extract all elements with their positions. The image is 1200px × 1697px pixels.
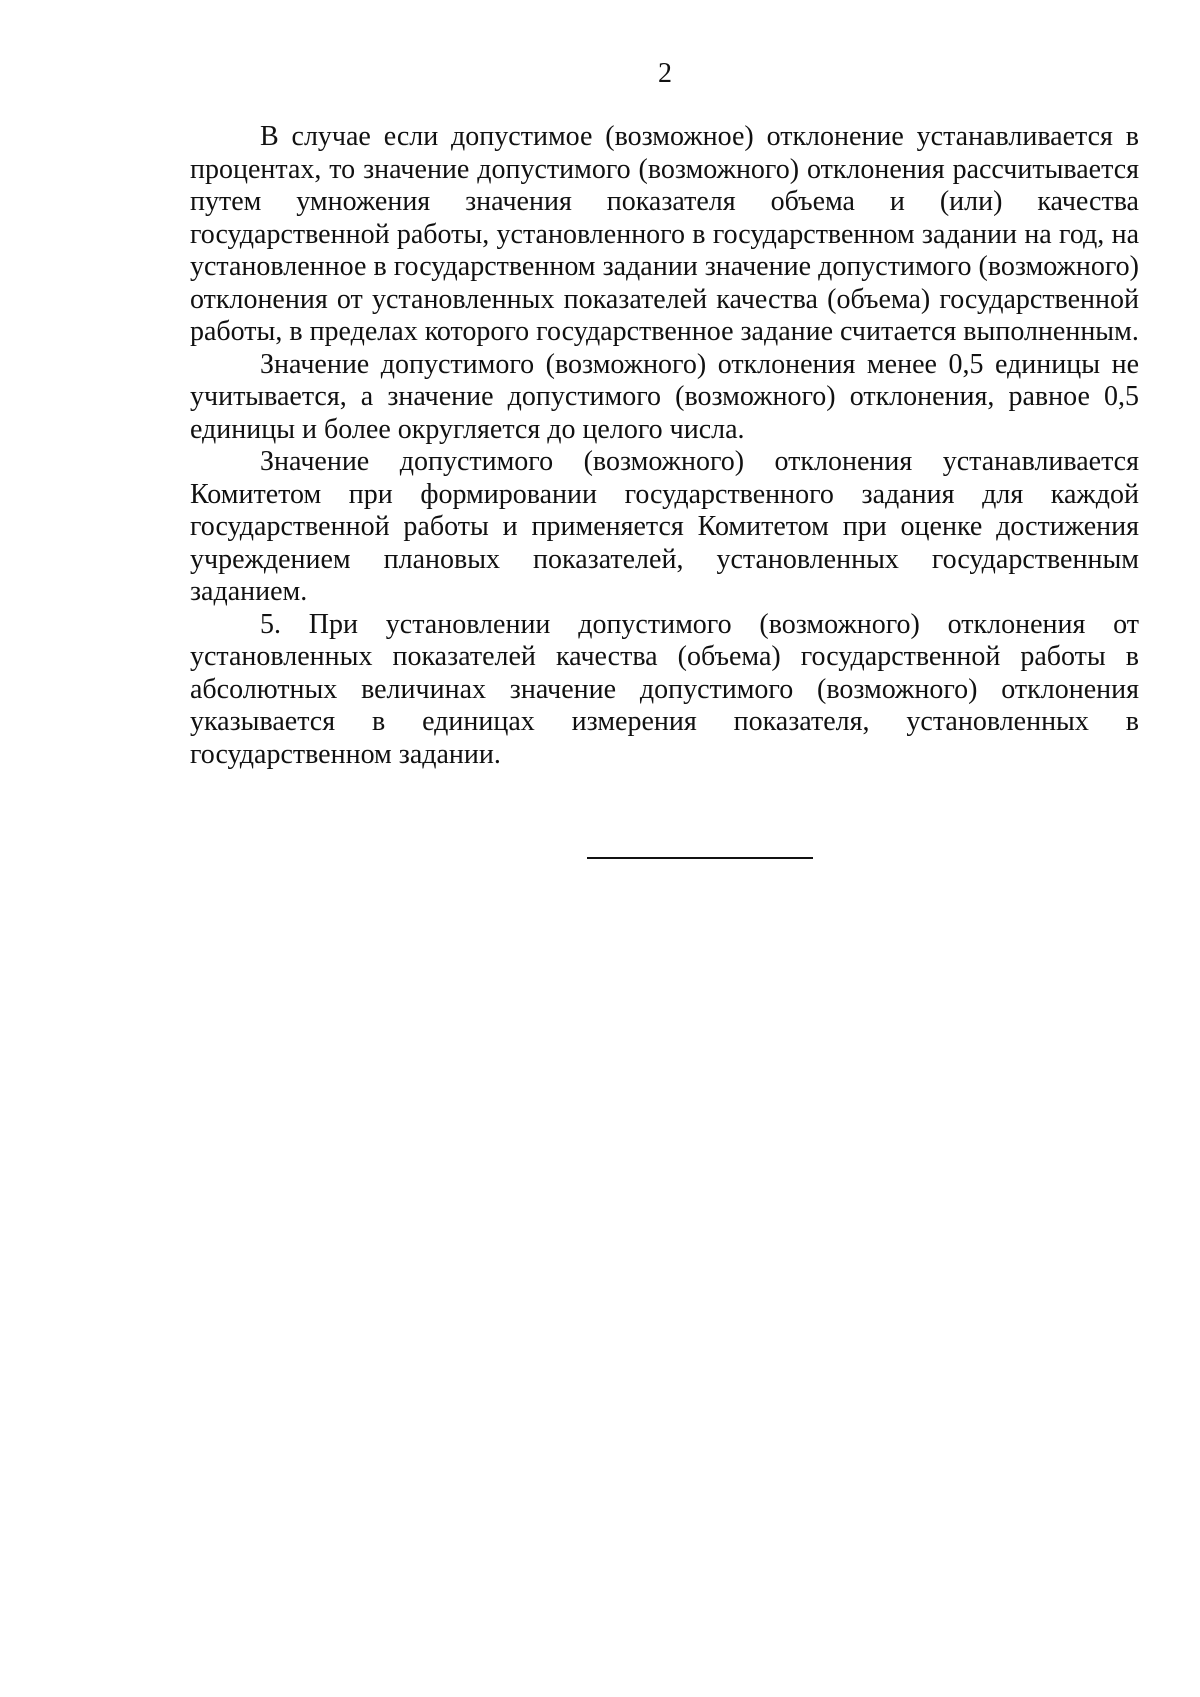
paragraph-percent-deviation: В случае если допустимое (возможное) отклонение устанавливается в процентах, то значение допустимого (возможного) отклонения рассчитывается путем умножения значения показателя объема и (или) качества государственной работы, установленного в государственном задании на год, на установленное в государственном задании значение допустимого (возможного) отклонения от установленных показателей качества (объема) государственной работы, в пределах которого государственное задание считается выполненным.: [190, 121, 1139, 347]
paragraph-committee-setting: Значение допустимого (возможного) отклонения устанавливается Комитетом при формировании государственного задания для каждой государственной работы и применяется Комитетом при оценке достижения учреждением плановых показателей, установленных государственным заданием.: [190, 446, 1139, 607]
paragraph-item-5-absolute-values: 5. При установлении допустимого (возможного) отклонения от установленных показателей качества (объема) государственной работы в абсолютных величинах значение допустимого (возможного) отклонения указывается в единицах измерения показателя, установленных в государственном задании.: [190, 608, 1139, 770]
end-separator-line: [587, 857, 813, 859]
paragraph-rounding-rule: Значение допустимого (возможного) отклонения менее 0,5 единицы не учитывается, а значение допустимого (возможного) отклонения, равное 0,5 единицы и более округляется до целого числа.: [190, 348, 1139, 445]
page-number: 2: [658, 58, 672, 89]
document-body: [190, 121, 1139, 771]
